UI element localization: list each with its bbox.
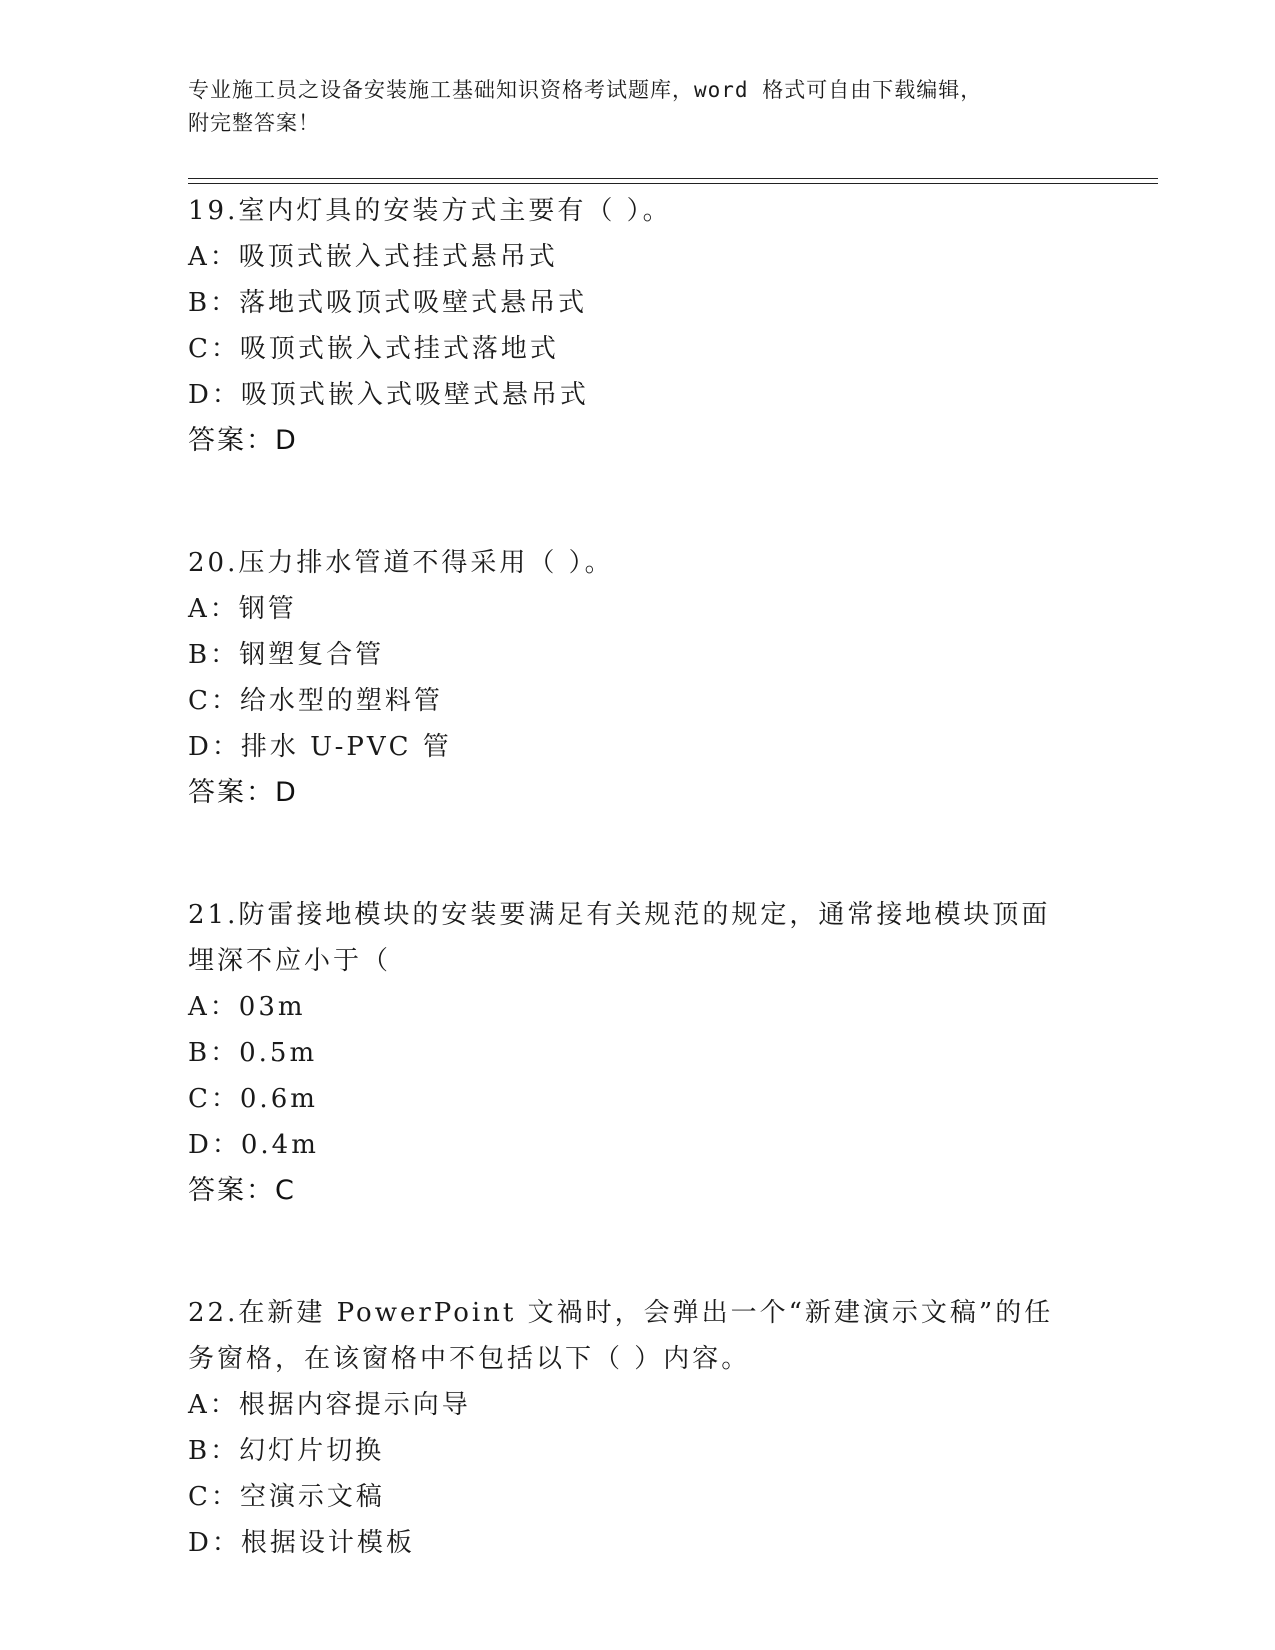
option-d: D：排水 U-PVC 管 [188, 732, 452, 762]
answer-line: 答案：C [188, 1175, 296, 1206]
answer-line: 答案：D [188, 425, 298, 456]
question-stem: 21.防雷接地模块的安装要满足有关规范的规定，通常接地模块顶面埋深不应小于（ [188, 900, 1051, 976]
option-a: A：钢管 [188, 594, 297, 624]
question-22 [188, 1290, 1088, 1566]
header-divider-bottom [188, 183, 1158, 184]
option-d: D：根据设计模板 [188, 1528, 415, 1558]
question-stem: 22.在新建 PowerPoint 文禍时，会弹出一个“新建演示文稿”的任务窗格，在该窗格中不包括以下（ ）内容。 [188, 1298, 1054, 1374]
question-21 [188, 892, 1088, 1214]
option-b: B：0.5m [188, 1038, 318, 1068]
option-a: A：根据内容提示向导 [188, 1390, 471, 1420]
answer-line: 答案：D [188, 777, 298, 808]
document-header [188, 74, 1088, 140]
option-c: C：吸顶式嵌入式挂式落地式 [188, 334, 559, 364]
option-a: A：03m [188, 992, 306, 1022]
option-a: A：吸顶式嵌入式挂式悬吊式 [188, 242, 558, 272]
option-b: B：幻灯片切换 [188, 1436, 385, 1466]
question-20 [188, 540, 1088, 816]
header-divider-top [188, 178, 1158, 179]
question-19 [188, 188, 1088, 464]
option-b: B：钢塑复合管 [188, 640, 385, 670]
option-d: D：0.4m [188, 1130, 319, 1160]
option-c: C：给水型的塑料管 [188, 686, 443, 716]
option-d: D：吸顶式嵌入式吸壁式悬吊式 [188, 380, 589, 410]
header-line-2: 附完整答案！ [188, 111, 320, 135]
option-b: B：落地式吸顶式吸壁式悬吊式 [188, 288, 588, 318]
header-line-1: 专业施工员之设备安装施工基础知识资格考试题库，word 格式可自由下载编辑， [188, 78, 983, 102]
question-stem: 20.压力排水管道不得采用（ ）。 [188, 548, 614, 578]
option-c: C：0.6m [188, 1084, 318, 1114]
question-stem: 19.室内灯具的安装方式主要有（ ）。 [188, 196, 672, 226]
question-list [188, 188, 1088, 1566]
option-c: C：空演示文稿 [188, 1482, 385, 1512]
